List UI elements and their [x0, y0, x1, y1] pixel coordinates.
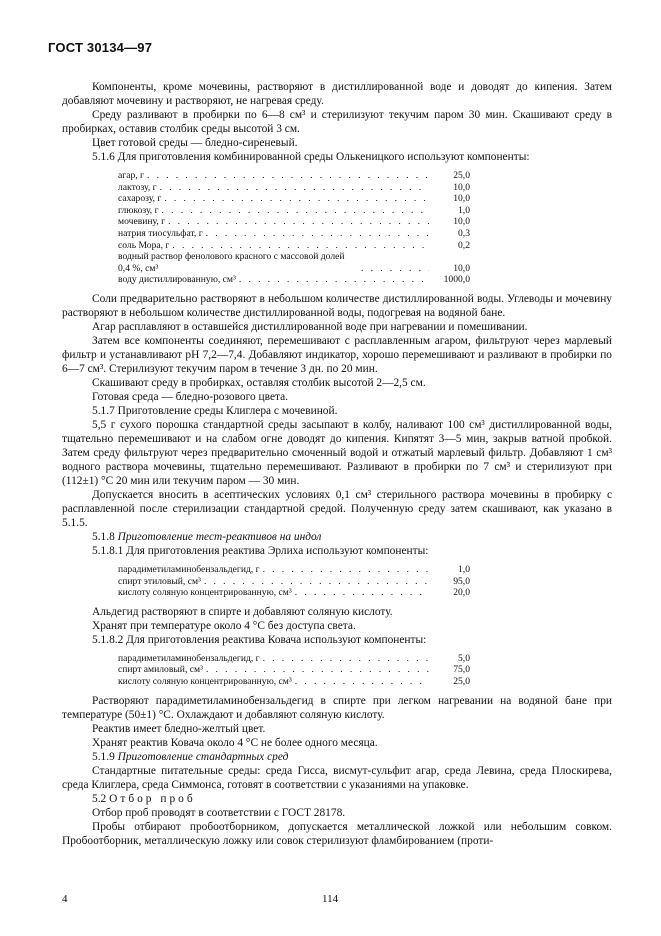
list-olkenitsky [118, 170, 470, 286]
item-value: 1,0 [458, 563, 470, 575]
leader-dots [204, 576, 429, 588]
leader-dots [168, 216, 429, 228]
document-body [62, 80, 612, 848]
page-number-center: 114 [322, 893, 339, 905]
list-item [118, 653, 470, 665]
section-5-2 [62, 792, 612, 806]
leader-dots [239, 274, 429, 286]
list-ehrlich [118, 564, 470, 599]
list-item [118, 587, 470, 599]
item-label: мочевину, г [118, 216, 166, 228]
paragraph: Допускается вносить в асептических условиях 0,1 см³ стерильного раствора мочевины в пробирку с расплавленной после стерилизации стандартной средой. Полученную среду затем скашивают, как указано в 5.1.5. [62, 488, 612, 529]
leader-dots [147, 170, 429, 182]
item-value: 10,0 [453, 181, 470, 193]
paragraph: Реактив имеет бледно-желтый цвет. [92, 722, 266, 735]
item-value: 25,0 [453, 170, 470, 181]
item-label: глюкозу, г [118, 204, 159, 216]
paragraph: Хранят реактив Ковача около 4 °С не более одного месяца. [92, 736, 378, 749]
list-item [118, 274, 470, 286]
section-title: Приготовление тест-реактивов на индол [117, 530, 322, 543]
leader-dots [263, 564, 429, 576]
list-item [118, 576, 470, 588]
item-value: 10,0 [453, 216, 470, 228]
list-item [118, 240, 470, 252]
list-item [118, 564, 470, 576]
list-item [118, 216, 470, 228]
leader-dots [263, 653, 429, 665]
item-value: 75,0 [453, 664, 470, 676]
list-item [118, 228, 470, 240]
item-label: кислоту соляную концентрированную, см³ [118, 675, 292, 687]
item-value: 10,0 [453, 193, 470, 205]
item-label: натрия тиосульфат, г [118, 227, 203, 239]
paragraph: Соли предварительно растворяют в небольшом количестве дистиллированной воды. Углеводы и мочевину растворяют в небольшом количестве дистиллированной воды, подогревая на водяной бане. [62, 292, 612, 319]
section-title: Приготовление стандартных сред [117, 750, 289, 763]
section-number: 5.1.8 [92, 530, 115, 543]
list-item [118, 193, 470, 205]
list-item [118, 182, 470, 194]
paragraph: Компоненты, кроме мочевины, растворяют в дистиллированной воде и доводят до кипения. Затем добавляют мочевину и растворяют, не нагревая среду. [62, 81, 612, 107]
leader-dots [206, 228, 429, 240]
paragraph: 5,5 г сухого порошка стандартной среды засыпают в колбу, наливают 100 см³ дистиллированной воды, тщательно перемешивают и на слабом огне доводят до кипения. Кипятят 3—5 мин, закрыв ватной пробкой. Затем среду фильтруют через предварительно смоченный водой и отжатый марлевый фильтр. Добавляют 1 см³ водного раствора мочевины, тщательно перемешивают. Разливают в пробирки по 7 см³ и стерилизуют при (112±1) °С 20 мин или текучим паром — 30 мин. [62, 418, 612, 487]
leader-dots [160, 182, 429, 194]
leader-dots [206, 664, 429, 676]
section-5-1-8-2: 5.1.8.2 Для приготовления реактива Ковача используют компоненты: [92, 633, 427, 646]
paragraph: Среду разливают в пробирки по 6—8 см³ и стерилизуют текучим паром 30 мин. Скашивают среду в пробирках, оставив столбик среды высотой 3 см. [62, 109, 612, 135]
document-header: ГОСТ 30134—97 [48, 40, 153, 55]
paragraph: Затем все компоненты соединяют, перемешивают с расплавленным агаром, фильтруют через марлевый фильтр и устанавливают pH 7,2—7,4. Добавляют индикатор, хорошо перемешивают и разливают в пробирки по 6—7 см³. Стерилизуют текучим паром в течение 3 дн. по 20 мин. [62, 334, 612, 375]
leader-dots [162, 205, 429, 217]
list-item [118, 170, 470, 182]
paragraph: Стандартные питательные среды: среда Гисса, висмут-сульфит агар, среда Левина, среда Плоскирева, среда Клиглера, среда Симмонса, готовят в соответствии с указаниями на упаковке. [62, 764, 612, 791]
section-5-1-8-1: 5.1.8.1 Для приготовления реактива Эрлиха используют компоненты: [92, 544, 429, 557]
item-label: спирт этиловый, см³ [118, 575, 201, 587]
section-5-1-7: 5.1.7 Приготовление среды Клиглера с мочевиной. [92, 404, 338, 417]
paragraph: Готовая среда — бледно-розового цвета. [92, 390, 289, 403]
item-label: сахарозу, г [118, 193, 162, 205]
item-value: 25,0 [453, 675, 470, 687]
leader-dots [164, 193, 429, 205]
leader-dots [295, 676, 429, 688]
paragraph: Растворяют парадиметиламинобензальдегид в спирте при легком нагревании на водяной бане при температуре (50±1) °С. Охлаждают и добавляют соляную кислоту. [62, 694, 612, 721]
list-item [118, 676, 470, 688]
item-label: водный раствор фенолового красного с массовой долей 0,4 %, см³ [118, 251, 345, 274]
item-label: спирт амиловый, см³ [118, 664, 203, 676]
list-item [118, 251, 470, 274]
paragraph: Цвет готовой среды — бледно-сиреневый. [92, 137, 298, 149]
item-value: 1,0 [458, 204, 470, 216]
item-value: 10,0 [453, 262, 470, 274]
paragraph: Агар расплавляют в оставшейся дистиллированной воде при нагревании и помешивании. [92, 320, 528, 333]
item-value: 95,0 [453, 575, 470, 587]
paragraph: Отбор проб проводят в соответствии с ГОСТ 28178. [92, 806, 346, 819]
item-value: 0,2 [458, 239, 470, 251]
item-label: соль Мора, г [118, 239, 170, 251]
section-number: 5.2 [92, 792, 107, 805]
list-item [118, 664, 470, 676]
item-value: 0,3 [458, 227, 470, 239]
section-5-1-9 [62, 750, 612, 764]
section-number: 5.1.9 [92, 750, 115, 763]
leader-dots [295, 587, 429, 599]
section-title: Отбор проб [109, 792, 196, 805]
paragraph: Хранят при температуре около 4 °С без доступа света. [92, 619, 356, 632]
leader-dots [172, 240, 429, 252]
item-value: 1000,0 [443, 274, 470, 286]
section-5-1-6: 5.1.6 Для приготовления комбинированной среды Олькеницкого используют компоненты: [92, 151, 530, 163]
page-number-left: 4 [62, 893, 68, 905]
item-label: парадиметиламинобензальдегид, г [118, 563, 260, 575]
item-label: кислоту соляную концентрированную, см³ [118, 587, 292, 599]
paragraph: Пробы отбирают пробоотборником, допускается металлической ложкой или небольшим совком. Пробоотборник, металлическую ложку или совок стерилизуют фламбированием (проти- [62, 820, 612, 847]
item-label: воду дистиллированную, см³ [118, 274, 236, 286]
item-label: лактозу, г [118, 181, 157, 193]
leader-dots [361, 263, 429, 275]
list-kovac [118, 653, 470, 688]
paragraph: Альдегид растворяют в спирте и добавляют соляную кислоту. [92, 605, 393, 618]
section-5-1-8 [62, 530, 612, 544]
item-value: 20,0 [453, 587, 470, 599]
item-label: агар, г [118, 170, 144, 181]
list-item [118, 205, 470, 217]
paragraph: Скашивают среду в пробирках, оставляя столбик высотой 2—2,5 см. [92, 376, 426, 389]
item-value: 5,0 [458, 652, 470, 664]
item-label: парадиметиламинобензальдегид, г [118, 652, 260, 664]
